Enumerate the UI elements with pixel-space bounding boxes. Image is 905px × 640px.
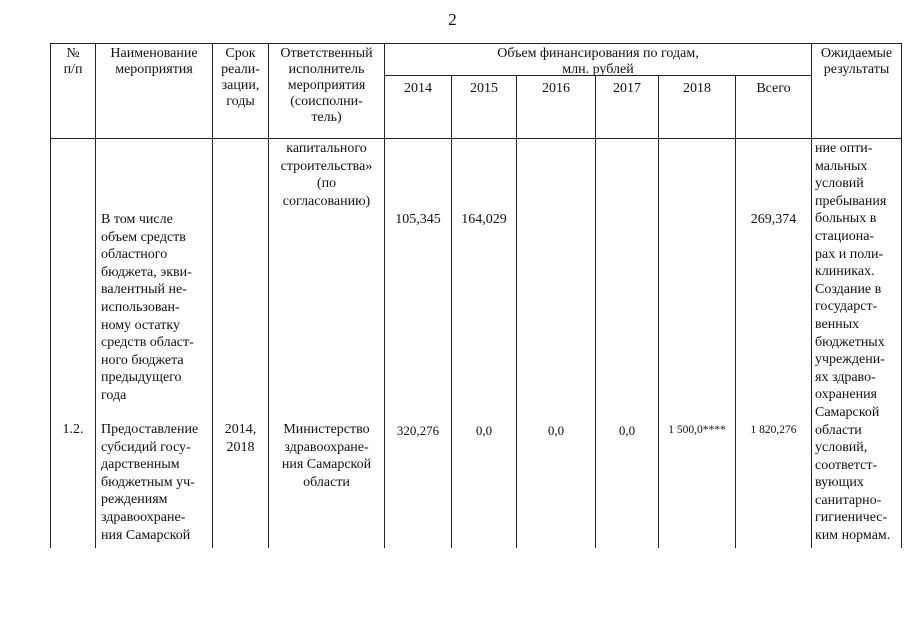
subtotal-total: 269,374 bbox=[750, 212, 797, 227]
header-total: Всего bbox=[756, 81, 791, 96]
header-year-2014: 2014 bbox=[404, 81, 432, 96]
header-col-name: Наименование мероприятия bbox=[110, 46, 198, 77]
header-col-term: Срок реали- зации, годы bbox=[221, 46, 260, 109]
row-1-2-term: 2014, 2018 bbox=[224, 422, 257, 455]
header-year-2018: 2018 bbox=[683, 81, 711, 96]
header-year-2016: 2016 bbox=[542, 81, 570, 96]
executor-continued: капитального строительства» (по согласованию) bbox=[280, 141, 373, 209]
row-1-2-2017: 0,0 bbox=[618, 423, 636, 438]
row-1-2-number: 1.2. bbox=[62, 422, 84, 437]
row-1-2-total: 1 820,276 bbox=[750, 424, 797, 436]
header-col-executor: Ответственный исполнитель мероприятия (соисполни- тель) bbox=[280, 46, 373, 125]
expected-results: ние опти- мальных условий пребывания больных в стациона- рах и поли- клиниках. Создание в государст- венных бюджетных учреждени- ях здраво- охранения Самарской области условий, соответст- вующих санитарно- гигиеничес- ким нормам. bbox=[815, 141, 891, 544]
page-number: 2 bbox=[448, 10, 457, 29]
header-col-funding: Объем финансирования по годам, млн. рублей bbox=[497, 46, 699, 77]
subtotal-name: В том числе объем средств областного бюджета, экви- валентный не- использован- ному остатку средств област- ного бюджета предыдущего года bbox=[101, 212, 194, 403]
row-1-2-2016: 0,0 bbox=[547, 423, 565, 438]
header-year-2017: 2017 bbox=[613, 81, 641, 96]
header-col-number: № п/п bbox=[63, 46, 83, 77]
header-col-results: Ожидаемые результаты bbox=[820, 46, 893, 77]
row-1-2-name: Предоставление субсидий госу- дарственным бюджетным уч- реждениям здравоохране- ния Самарской bbox=[101, 422, 199, 543]
row-1-2-executor: Министерство здравоохране- ния Самарской области bbox=[281, 422, 372, 490]
subtotal-2015: 164,029 bbox=[461, 212, 507, 227]
subtotal-2014: 105,345 bbox=[395, 212, 441, 227]
row-1-2-2015: 0,0 bbox=[475, 423, 493, 438]
header-year-2015: 2015 bbox=[470, 81, 498, 96]
row-1-2-2014: 320,276 bbox=[396, 423, 440, 438]
row-1-2-2018: 1 500,0**** bbox=[668, 424, 726, 436]
